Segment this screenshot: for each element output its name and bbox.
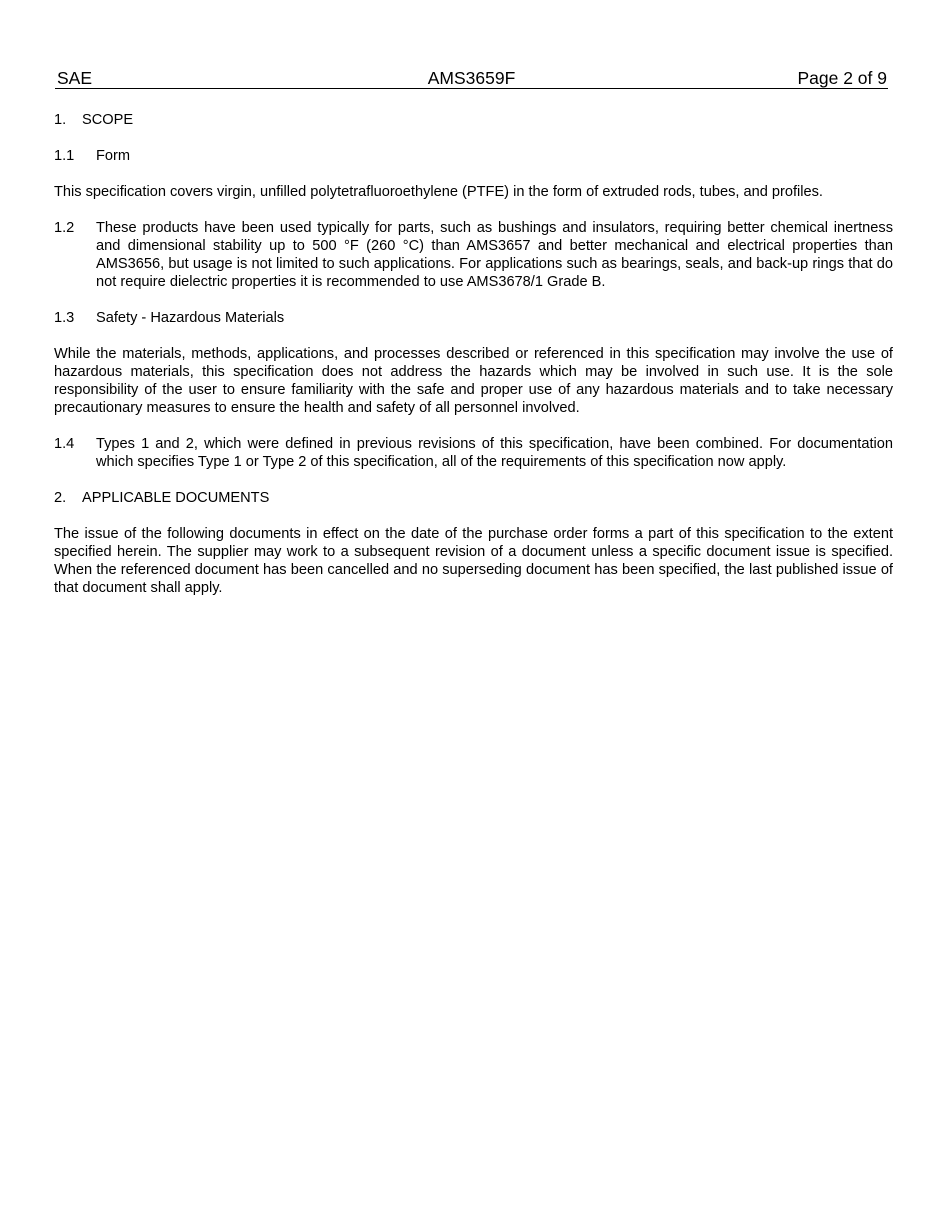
section-2-text: The issue of the following documents in effect on the date of the purchase order forms a part of this specification to the extent specified herein. The supplier may work to a subsequent revision of a document unless a specific document issue is specified. When the referenced document has been cancelled and no superseding document has been specified, the last published issue of that document shall apply. — [54, 526, 893, 596]
section-2-title: APPLICABLE DOCUMENTS — [82, 490, 270, 506]
section-1-1-text: This specification covers virgin, unfilled polytetrafluoroethylene (PTFE) in the form of extruded rods, tubes, and profiles. — [54, 184, 823, 200]
section-1-4-number: 1.4 — [54, 436, 75, 452]
section-1-3-number: 1.3 — [54, 310, 75, 326]
section-1-4 — [54, 435, 893, 471]
header-page-number: Page 2 of 9 — [797, 68, 887, 88]
section-1-2-text: These products have been used typically for parts, such as bushings and insulators, requiring better chemical inertness and dimensional stability up to 500 °F (260 °C) than AMS3657 and better mechanical and electrical properties than AMS3656, but usage is not limited to such applications. For applications such as bearings, seals, and back-up rings that do not require dielectric properties it is recommended to use AMS3678/1 Grade B. — [96, 220, 893, 290]
section-1-1-title: Form — [96, 148, 131, 164]
section-1-3-title: Safety - Hazardous Materials — [96, 310, 285, 326]
section-1-number: 1. — [54, 112, 67, 128]
section-1-title: SCOPE — [82, 112, 134, 128]
header-organization: SAE — [57, 68, 93, 88]
section-1-3-text: While the materials, methods, applications, and processes described or referenced in this specification may involve the use of hazardous materials, this specification does not address the hazards which may be involved in such use. It is the sole responsibility of the user to ensure familiarity with the safe and proper use of any hazardous materials and to take necessary precautionary measures to ensure the health and safety of all personnel involved. — [54, 346, 893, 416]
page-header — [55, 68, 888, 89]
section-1-2-number: 1.2 — [54, 220, 75, 236]
document-body — [54, 111, 893, 615]
section-1-3-heading — [54, 309, 893, 327]
section-1-2 — [54, 219, 893, 291]
section-2-number: 2. — [54, 490, 67, 506]
section-2-heading — [54, 489, 893, 507]
section-1-4-text: Types 1 and 2, which were defined in previous revisions of this specification, have been combined. For documentation which specifies Type 1 or Type 2 of this specification, all of the requirements of this specification now apply. — [96, 436, 893, 470]
section-1-1-heading — [54, 147, 893, 165]
section-1-heading — [54, 111, 893, 129]
section-1-1-number: 1.1 — [54, 148, 75, 164]
header-document-number: AMS3659F — [427, 68, 516, 88]
